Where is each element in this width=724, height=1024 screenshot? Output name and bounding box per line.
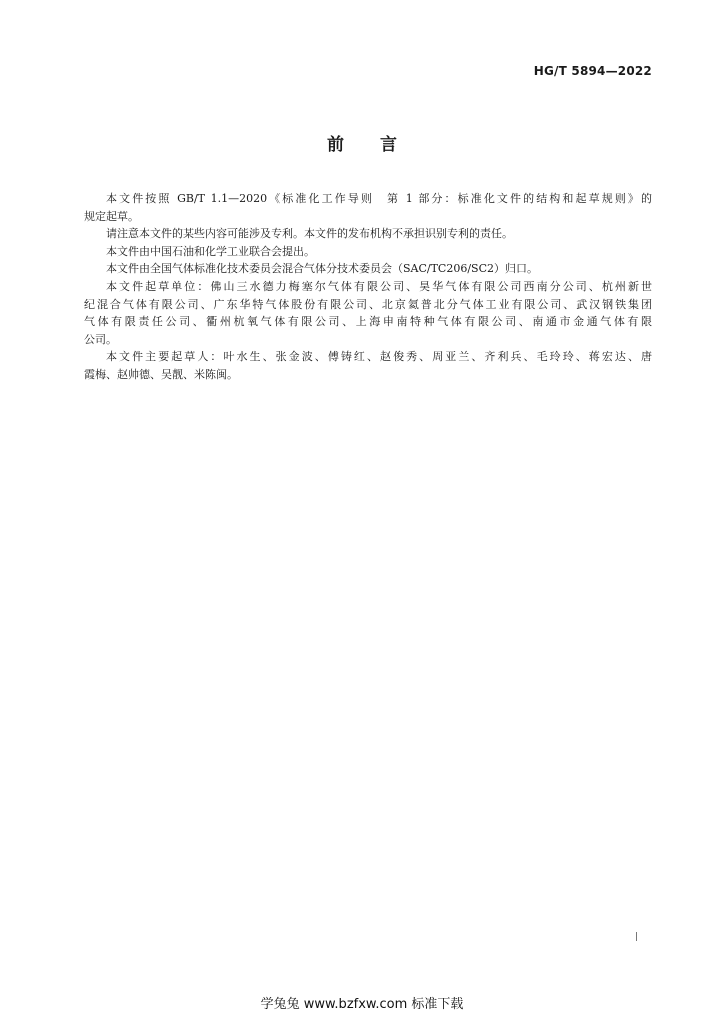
- paragraph-line: 规定起草。: [84, 209, 139, 223]
- title-char-right: 言: [380, 135, 397, 155]
- paragraph-line: 本文件主要起草人：叶水生、张金波、傅铸红、赵俊秀、周亚兰、齐利兵、毛玲玲、蒋宏达、唐: [106, 350, 652, 364]
- paragraph-line: 请注意本文件的某些内容可能涉及专利。本文件的发布机构不承担识别专利的责任。: [106, 227, 513, 241]
- paragraph-line: 本文件由中国石油和化学工业联合会提出。: [106, 244, 315, 258]
- page-title: [0, 130, 724, 155]
- footer-watermark: 学兔兔 www.bzfxw.com 标准下载: [260, 997, 464, 1012]
- paragraph-line: 纪混合气体有限公司、广东华特气体股份有限公司、北京氦普北分气体工业有限公司、武汉钢铁集团: [84, 297, 652, 311]
- paragraph-line: 霞梅、赵帅德、吴靓、米陈闽。: [84, 367, 238, 381]
- paragraph-line: 本文件由全国气体标准化技术委员会混合气体分技术委员会（SAC/TC206/SC2）归口。: [106, 262, 539, 276]
- page-number: [636, 932, 637, 941]
- paragraph-line: 气体有限责任公司、衢州杭氧气体有限公司、上海申南特种气体有限公司、南通市金通气体有限: [84, 315, 652, 329]
- title-char-left: 前: [327, 135, 344, 155]
- paragraph-line: 公司。: [84, 332, 117, 346]
- foreword-body: [84, 190, 652, 384]
- paragraph-line: 本文件起草单位：佛山三水德力梅塞尔气体有限公司、昊华气体有限公司西南分公司、杭州新世: [106, 279, 652, 293]
- paragraph-line: 本文件按照 GB/T 1.1—2020《标准化工作导则 第 1 部分：标准化文件的结构和起草规则》的: [106, 192, 652, 205]
- standard-code: HG/T 5894—2022: [533, 64, 652, 78]
